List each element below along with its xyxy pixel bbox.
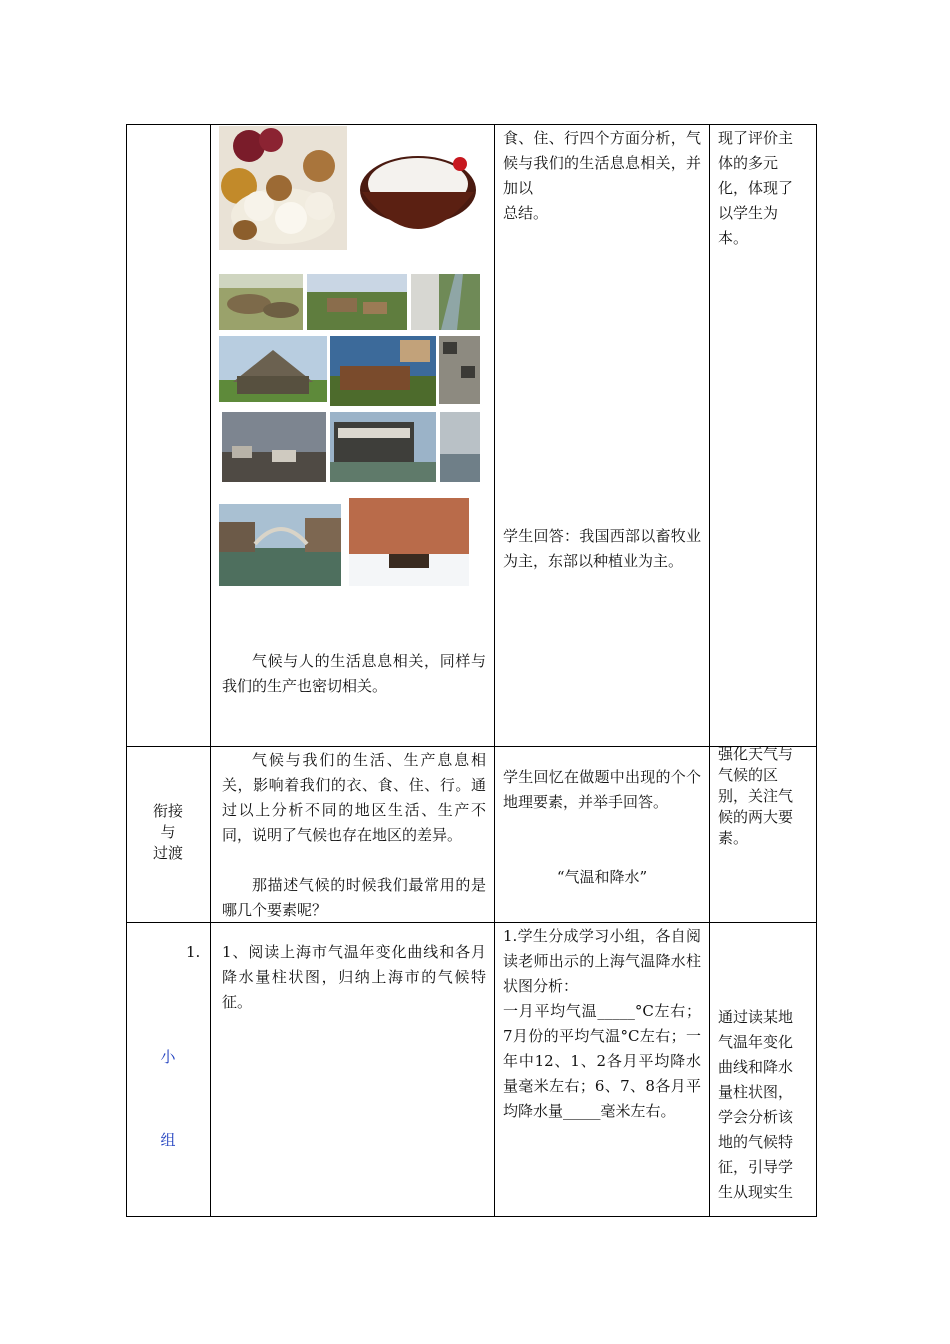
row3-student-fill-blanks: 一月平均气温_____°C左右；7月份的平均气温°C左右；一年中12、1、2各月平均降水量毫米左右；6、7、8各月平均降水量_____毫米左右。 <box>503 1002 701 1120</box>
row1-student-activity: 食、住、行四个方面分析，气候与我们的生活息息相关，并加以 <box>503 129 701 197</box>
row3-design-note: 通过读某地气温年变化曲线和降水量柱状图，学会分析该地的气候特征，引导学生从现实生 <box>718 1008 794 1201</box>
row2-teacher-para2: 那描述气候的时候我们最常用的是哪几个要素呢？ <box>222 876 486 919</box>
row1-design-note: 现了评价主体的多元化，体现了以学生为本。 <box>718 129 794 247</box>
town-photo <box>222 412 326 482</box>
row-divider <box>126 746 816 747</box>
row-divider <box>126 1216 816 1217</box>
col-divider <box>126 124 127 1217</box>
row3-teacher-task: 1、阅读上海市气温年变化曲线和各月降水量柱状图，归纳上海市的气候特征。 <box>222 943 486 1011</box>
row2-label-line1: 衔接 <box>152 802 183 820</box>
row1-student-answer: 学生回答：我国西部以畜牧业为主，东部以种植业为主。 <box>503 527 701 570</box>
row1-caption: 气候与人的生活息息相关，同样与我们的生产也密切相关。 <box>222 652 486 695</box>
river-photo <box>440 412 480 482</box>
col-divider <box>210 124 211 1217</box>
row3-student-intro: 1.学生分成学习小组，各自阅读老师出示的上海气温降水柱状图分析： <box>503 927 701 995</box>
row-divider <box>126 124 816 125</box>
col-divider <box>709 124 710 1217</box>
row2-label <box>130 801 206 864</box>
row3-label-small: 小 <box>160 1048 176 1066</box>
row3-label-group: 组 <box>160 1131 176 1149</box>
row1-student-activity-end: 总结。 <box>503 204 549 222</box>
waterside-house-photo <box>330 412 436 482</box>
col-divider <box>494 124 495 1217</box>
row3-number: 1. <box>186 943 201 961</box>
row2-teacher-para1: 气候与我们的生活、生产息息相关，影响着我们的衣、食、住、行。通过以上分析不同的地区生活、生产不同，说明了气候也存在地区的差异。 <box>222 751 486 844</box>
col-divider <box>816 124 817 1217</box>
row2-design-note: 强化天气与气候的区别，关注气候的两大要素。 <box>718 745 794 847</box>
village-photo <box>307 274 407 330</box>
row2-label-line2: 与 <box>160 823 176 841</box>
snow-forest-photo <box>349 498 469 586</box>
tulou-photo <box>219 274 303 330</box>
alley-photo <box>439 336 480 404</box>
rice-bowl-photo <box>356 146 480 250</box>
canal-photo <box>411 274 480 330</box>
yurt-photo <box>219 336 327 402</box>
food-photo <box>219 126 347 250</box>
watertown-photo <box>219 504 341 586</box>
stilt-house-photo <box>330 336 436 406</box>
row2-student-activity: 学生回忆在做题中出现的个个地理要素，并举手回答。 <box>503 768 701 811</box>
row2-label-line3: 过渡 <box>152 844 183 862</box>
row2-answer: “气温和降水” <box>556 868 648 886</box>
